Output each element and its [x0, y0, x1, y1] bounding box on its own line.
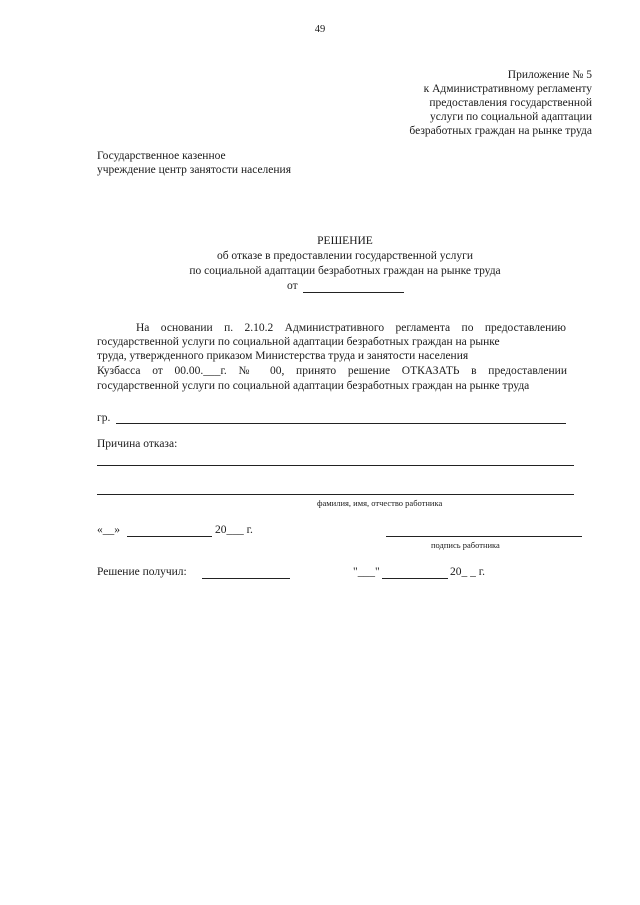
appendix-line: услуги по социальной адаптации: [430, 111, 592, 123]
body-line: государственной услуги по социальной адаптации безработных граждан на рынке: [97, 336, 500, 348]
institution-name-line2: учреждение центр занятости населения: [97, 164, 291, 176]
received-date-open: "___": [353, 566, 380, 578]
appendix-title: Приложение № 5: [507, 69, 592, 81]
institution-name-line1: Государственное казенное: [97, 150, 226, 162]
signing-date-year: 20___ г.: [215, 524, 253, 536]
received-date-month-line[interactable]: [382, 578, 448, 579]
body-line: труда, утвержденного приказом Министерства труда и занятости населения: [97, 350, 469, 362]
received-signature-line[interactable]: [202, 578, 290, 579]
decision-subtitle: по социальной адаптации безработных граждан на рынке труда: [189, 265, 501, 277]
reason-line[interactable]: [97, 465, 574, 466]
citizen-prefix: гр.: [97, 412, 111, 424]
signing-date-open: «__»: [97, 524, 120, 536]
citizen-name-line[interactable]: [116, 423, 566, 424]
decision-date-line: [303, 292, 404, 293]
body-line: На основании п. 2.10.2 Административного регламента по предоставлению: [136, 322, 566, 334]
employee-signature-line[interactable]: [386, 536, 582, 537]
reason-line[interactable]: [97, 494, 574, 495]
employee-name-caption: фамилия, имя, отчество работника: [317, 498, 443, 508]
signing-date-month-line[interactable]: [127, 536, 212, 537]
reason-label: Причина отказа:: [97, 438, 178, 450]
appendix-line: предоставления государственной: [429, 97, 592, 109]
received-label: Решение получил:: [97, 566, 187, 578]
appendix-line: безработных граждан на рынке труда: [409, 125, 592, 137]
page-number: 49: [314, 24, 326, 35]
body-line: Кузбасса от 00.00.___г. № 00, принято решение ОТКАЗАТЬ в предоставлении: [97, 365, 567, 377]
decision-title: РЕШЕНИЕ: [317, 235, 373, 247]
decision-date-prefix: от: [287, 280, 298, 292]
signature-caption: подпись работника: [431, 540, 500, 550]
appendix-line: к Административному регламенту: [423, 83, 592, 95]
decision-subtitle: об отказе в предоставлении государственной услуги: [216, 250, 474, 262]
body-line: государственной услуги по социальной адаптации безработных граждан на рынке труда: [97, 380, 530, 392]
received-date-year: 20_ _ г.: [450, 566, 486, 578]
